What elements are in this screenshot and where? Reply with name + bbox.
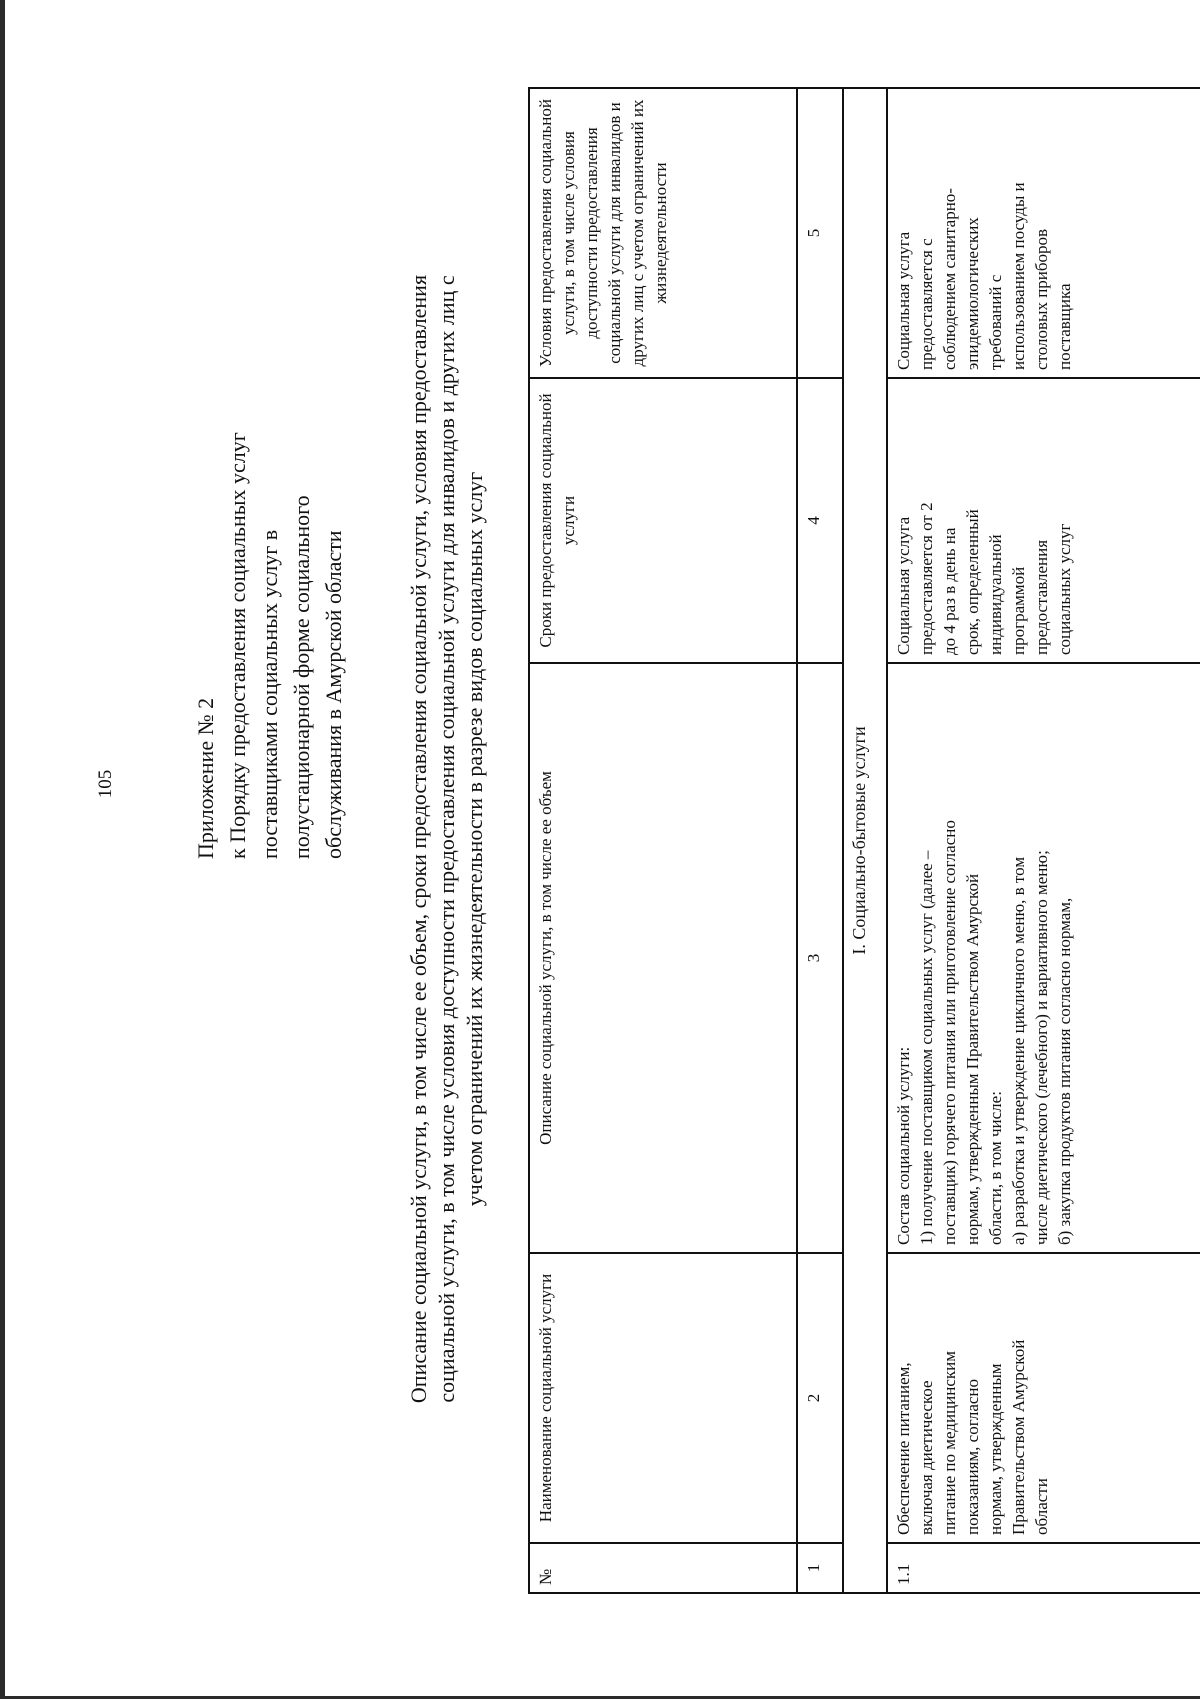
terms-cell [887,378,1200,663]
page-number: 105 [95,769,116,799]
cell-line: поставщик) горячего питания или приготовление согласно [940,820,959,1245]
cell-line: Социальная услуга [894,231,913,370]
header-number: № [529,1543,797,1593]
appendix-line: полустационарной форме социального [289,495,314,859]
cell-line: поставщика [1055,283,1074,370]
cell-line: числе диетического (лечебного) и вариативного меню; [1032,850,1051,1245]
services-table [528,87,1200,1594]
cell-line: до 4 раз в день на [940,527,959,655]
conditions-cell [887,88,1200,378]
cell-line: столовых приборов [1032,228,1051,370]
cell-line: Правительством Амурской [1009,1339,1028,1535]
column-number: 2 [797,1253,843,1543]
document-title [405,129,489,1549]
section-title: I. Социально-бытовые услуги [843,88,887,1593]
cell-line: Состав социальной услуги: [894,1046,913,1245]
column-number: 1 [797,1543,843,1593]
header-terms: Сроки предоставления социальной услуги [529,378,797,663]
cell-line: требований с [986,274,1005,370]
cell-line: предоставления [1032,539,1051,655]
cell-line: индивидуальной [986,534,1005,655]
appendix-line: к Порядку предоставления социальных услуг [225,432,250,859]
header-conditions: Условия предоставления социальной услуги, в том числе условия доступности предоставления социальной услуги для инвалидов и других лиц с учетом ограничений их жизнедеятельности [529,88,797,378]
cell-line: срок, определенный [963,509,982,655]
table-row [887,88,1200,1593]
cell-line: использованием посуды и [1009,182,1028,370]
cell-line: соблюдением санитарно- [940,188,959,370]
cell-line: а) разработка и утверждение цикличного меню, в том [1009,856,1028,1245]
column-number: 3 [797,663,843,1253]
description-cell [887,663,1200,1253]
cell-line: социальных услуг [1055,523,1074,655]
cell-line: предоставляется с [917,238,936,370]
cell-line: нормам, утвержденным Правительством Амурской [963,873,982,1245]
cell-line: показаниям, согласно [963,1378,982,1535]
cell-line: нормам, утвержденным [986,1363,1005,1535]
cell-line: б) закупка продуктов питания согласно нормам, [1055,897,1074,1245]
cell-line: Обеспечение питанием, [894,1362,913,1535]
title-line: социальной услуги, в том числе условия доступности предоставления социальной услуги для инвалидов и других лиц с [434,275,459,1403]
title-line: учетом ограничений их жизнедеятельности в разрезе видов социальных услуг [462,471,487,1207]
column-number-row [797,88,843,1593]
appendix-line: поставщиками социальных услуг в [257,529,282,859]
section-row [843,88,887,1593]
column-number: 5 [797,88,843,378]
cell-line: включая диетическое [917,1380,936,1535]
appendix-header [190,159,350,859]
cell-line: Социальная услуга [894,516,913,655]
row-number: 1.1 [887,1543,1200,1593]
cell-line: 1) получение поставщиком социальных услуг (далее – [917,850,936,1245]
cell-line: эпидемиологических [963,217,982,370]
header-description: Описание социальной услуги, в том числе ее объем [529,663,797,1253]
appendix-line: обслуживания в Амурской области [321,530,346,859]
cell-line: питание по медицинским [940,1351,959,1535]
header-service-name: Наименование социальной услуги [529,1253,797,1543]
table-header-row [529,88,797,1593]
cell-line: программой [1009,566,1028,655]
service-name-cell [887,1253,1200,1543]
cell-line: области, в том числе: [986,1091,1005,1245]
appendix-line: Приложение № 2 [193,697,218,859]
cell-line: предоставляется от 2 [917,502,936,655]
cell-line: области [1032,1478,1051,1535]
title-line: Описание социальной услуги, в том числе ее объем, сроки предоставления социальной услуги, условия предоставления [406,274,431,1404]
column-number: 4 [797,378,843,663]
